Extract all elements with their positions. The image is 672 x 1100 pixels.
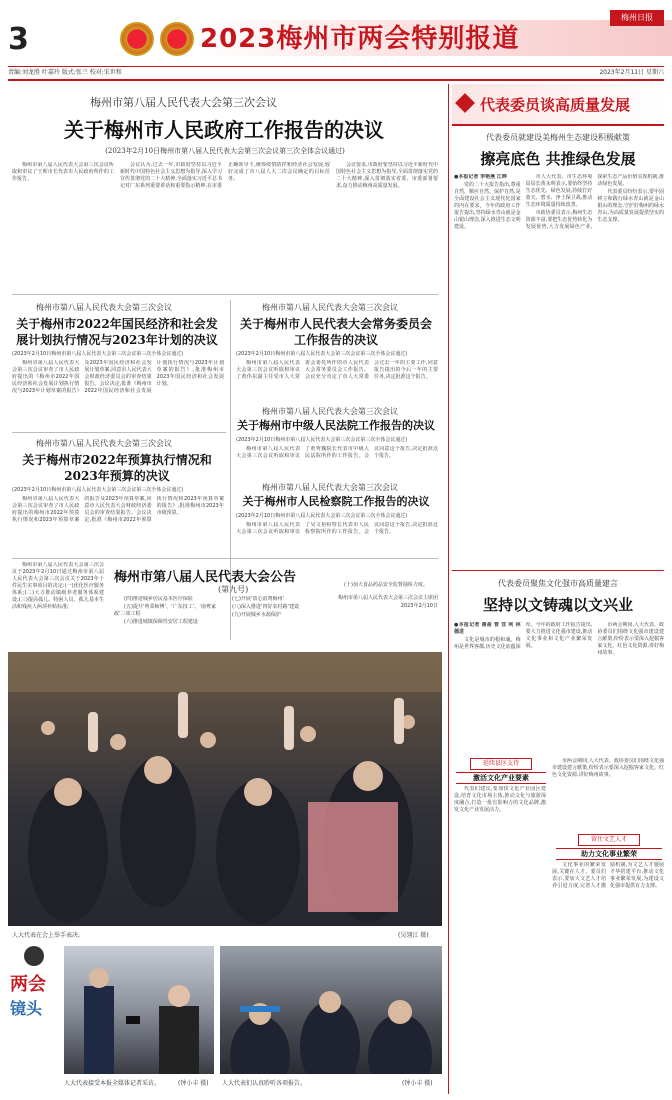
meta-bar xyxy=(8,66,664,81)
notice-left-text xyxy=(12,562,104,644)
box-2-title: 助力文化事业繁荣 xyxy=(556,848,662,860)
divider xyxy=(12,294,438,295)
notice-tail xyxy=(334,582,438,611)
right-article-1-body xyxy=(454,174,664,564)
camera-icon xyxy=(24,946,44,966)
right-article-1-byline: ●本报记者 李艳燕 江晔 xyxy=(454,174,507,180)
meta-credits: 责编:刘龙胜 叶嘉玲 版式:张兰 校对:宋世和 xyxy=(8,69,122,76)
article-kicker: 梅州市第八届人民代表大会第三次会议 xyxy=(262,483,398,492)
notice-paragraph: 梅州市第八届人民代表大会第三次会议于2023年2月10日通过梅州市第八届人民代表大会第三次会议关于2023年十件民生实事项目的决定:(一)优化医疗服务体系;(二)大力推动镇级养老服务体系建设;(三)提高孤儿、特困人员、孤儿基本生活和残疾人两项补贴标准; xyxy=(12,562,104,610)
main-title: 关于梅州市人民政府工作报告的决议 xyxy=(64,118,384,142)
right-paragraph: 市人大代表、市生态环境局局长黄永明表示,要始终坚持生态优先、绿色发展,持续打好蓝天、碧水、净土保卫战,推动生态环境质量持续改善。 xyxy=(525,174,593,208)
box-1-paragraph: 代表们建议,要加快文化产业园区建设,培育文化市场主体,推动文化与旅游深度融合,打造一批有影响力的文化品牌,激发文化产业发展活力。 xyxy=(454,786,546,813)
right-continuation xyxy=(552,758,664,828)
article-paragraph: 梅州市第八届人民代表大会第三次会议审查了市人民政府提出的《梅州市2022年国民经济和社会发展计划执行情况与2023年计划草案的报告》及2023年国民经济和社会发展计划草案,同意市人民代表大会财政经济委员会的审查结果报告。会议决定,批准《梅州市2022年国民经济和社会发展计划执行情况与2023年计划草案的报告》,批准梅州市2023年国民经济和社会发展计划。 xyxy=(12,360,224,394)
main-kicker: 梅州市第八届人民代表大会第三次会议 xyxy=(90,96,277,109)
article-body xyxy=(236,360,438,404)
notice-item: (九)开展城乡水源保护 xyxy=(232,612,281,618)
article-title: 关于梅州市人民代表大会常务委员会工作报告的决议 xyxy=(239,317,432,347)
article-title: 关于梅州市中级人民法院工作报告的决议 xyxy=(237,419,435,432)
main-paragraph: 会议认为,过去一年,市政府坚持以习近平新时代中国特色社会主义思想为指导,深入学习宣传贯彻党的二十大精神,全面落实习近平总书记对广东系列重要讲话和重要指示精神,在市委正确领导下,统筹疫情防控和经济社会发展,较好完成了市八届人大二次会议确定的目标任务。 xyxy=(120,162,330,189)
right-article-2-byline: ●本报记者 谢盈 曾 宜 利 林德进 xyxy=(454,622,521,635)
lianghui-logo-icon xyxy=(10,946,62,1058)
notice-item: (五)提升‘粤菜师傅’、‘广东技工’、‘南粤家政’三项工程 xyxy=(114,604,216,617)
right-paragraph: 市政协委员表示,梅州生态资源丰富,要把生态优势转化为发展优势,大力发展绿色产业,探索生态产品价值实现机制,推动绿色发展。 xyxy=(525,174,664,230)
section-head: 代表委员谈高质量发展 xyxy=(480,96,631,114)
notice-title: 梅州市第八届人民代表大会公告 xyxy=(114,570,297,585)
right-article-2-body xyxy=(454,622,664,752)
divider xyxy=(12,558,438,559)
notice-items xyxy=(114,596,324,644)
small-photo-interview xyxy=(64,946,214,1074)
main-photo xyxy=(8,652,442,926)
main-photo-credit: (吴翎江 摄) xyxy=(398,932,429,939)
article-title: 关于梅州市人民检察院工作报告的决议 xyxy=(242,495,430,508)
jingtou-text: 镜头 xyxy=(10,999,43,1018)
photo-scene xyxy=(8,652,442,926)
photo-scene xyxy=(64,946,214,1074)
main-paragraph: 会议要求,市政府要坚持以习近平新时代中国特色社会主义思想为指导,全面贯彻落实党的二十大精神,深入贯彻落实省委、市委部署要求,奋力推动梅州高质量发展。 xyxy=(336,162,438,189)
emblem-icon xyxy=(160,22,194,56)
right-paragraph: 市两会期间,人大代表、政协委员们围绕文化强市建设建言献策,纷纷表示要深入挖掘客家文化、红色文化资源,讲好梅州故事。 xyxy=(597,622,664,656)
article-kicker: 梅州市第八届人民代表大会第三次会议 xyxy=(36,303,172,312)
newspaper-logo: 梅州日报 xyxy=(610,10,664,26)
right-article-1-title: 擦亮底色 共推绿色发展 xyxy=(480,150,636,168)
article-kicker: 梅州市第八届人民代表大会第三次会议 xyxy=(262,407,398,416)
notice-item: (七)开展‘放心消费梅州’ xyxy=(232,596,285,602)
small-photo-1-credit: (钟小丰 摄) xyxy=(178,1080,209,1087)
notice-number: (第九号) xyxy=(218,585,249,594)
article-kicker: 梅州市第八届人民代表大会第三次会议 xyxy=(262,303,398,312)
notice-sign: 梅州市第八届人民代表大会第三次会议主席团 xyxy=(337,595,438,601)
article-paragraph: 梅州市第八届人民代表大会第三次会议审查了市人民政府提出的梅州市2022年预算执行情况和2023年预算草案的报告及2023年预算草案,同意市人民代表大会财政经济委员会的审查结果报告。会议决定,批准《梅州市2022年预算执行情况和2023年预算草案的报告》,批准梅州市2023年市级预算。 xyxy=(12,496,224,523)
small-photo-listening xyxy=(220,946,442,1074)
right-article-2-kicker: 代表委员聚焦文化强市高质量建言 xyxy=(498,579,618,588)
notice-item: (八)深入推进‘四好农村路’建设 xyxy=(232,604,300,610)
right-article-1-kicker: 代表委员就建设美梅州生态建设积极献策 xyxy=(486,133,630,142)
notice-date: 2023年2月10日 xyxy=(400,603,438,609)
article-body xyxy=(12,360,224,426)
article-body xyxy=(12,496,224,554)
article-paragraph: 梅州市第八届人民代表大会第三次会议听取和审议了吴文裕检察长代表市人民检察院所作的工作报告。会议同意这个报告,决定批准这个报告。 xyxy=(236,522,438,535)
notice-tail-text: (十)加大食品药品安全监督抽检力度。 xyxy=(344,582,428,588)
main-subtitle: (2023年2月10日梅州市第八届人民代表大会第三次会议第三次全体会议通过) xyxy=(105,147,345,155)
small-photo-1-caption: 人大代表接受本报全媒体记者采访。 xyxy=(64,1080,161,1087)
box-2-paragraph: 文化事业的繁荣发展,关键在人才。委员们表示,要加大文艺人才培养引进力度,完善人才激励机制,为文艺人才施展才华搭建平台,推动文化事业繁荣发展,为建设文化强市提供有力支撑。 xyxy=(552,862,664,889)
box-1-body xyxy=(454,786,546,1086)
right-paragraph: 代表委员纷纷表示,要牢固树立和践行绿水青山就是金山银山的理念,守护好梅州的绿水青山,为高质量发展提供坚实的生态支撑。 xyxy=(597,189,664,223)
page-number: 3 xyxy=(8,22,29,57)
main-body xyxy=(12,162,438,284)
right-paragraph: 文化是城市的根和魂。梅州是世界客都,历史文化底蕴深厚。今年的政府工作报告提出,要大力推进文化强市建设,推动文化事业和文化产业繁荣发展。 xyxy=(454,622,593,650)
notice-item: (六)推进城镇保障性安居工程建设 xyxy=(124,619,198,625)
right-paragraph: 党的二十大报告指出,尊重自然、顺应自然、保护自然,是全面建设社会主义现代化国家的内在要求。今年的政府工作报告提出,坚持绿水青山就是金山银山理念,深入推进生态文明建设。 xyxy=(454,182,521,230)
right-column-divider xyxy=(448,84,449,1094)
emblem-icon xyxy=(120,22,154,56)
article-note: (2023年2月10日梅州市第八届人民代表大会第三次会议第三次全体会议通过) xyxy=(236,437,408,443)
article-title: 关于梅州市2022年国民经济和社会发展计划执行情况与2023年计划的决议 xyxy=(16,317,218,347)
right-paragraph: 市两会期间,人大代表、政协委员们围绕文化强市建设建言献策,纷纷表示要深入挖掘客家文化、红色文化资源,讲好梅州故事。 xyxy=(552,758,664,778)
article-note: (2023年2月10日梅州市第八届人民代表大会第三次会议第三次全体会议通过) xyxy=(236,351,408,357)
photo-scene xyxy=(220,946,442,1074)
box-1-title: 激活文化产业要素 xyxy=(456,772,546,784)
box-2-label: 留住文艺人才 xyxy=(578,834,640,846)
article-note: (2023年2月10日梅州市第八届人民代表大会第三次会议第三次全体会议通过) xyxy=(12,351,184,357)
article-title: 关于梅州市2022年预算执行情况和2023年预算的决议 xyxy=(22,453,212,483)
box-2-body xyxy=(552,862,664,1092)
main-paragraph: 梅州市第八届人民代表大会第三次会议听取和审议了王晖市长代表市人民政府所作的工作报告。 xyxy=(12,162,114,182)
banner-title: 2023梅州市两会特别报道 xyxy=(200,24,520,54)
small-photo-2-caption: 人大代表们认真聆听各项报告。 xyxy=(222,1080,307,1087)
article-body xyxy=(236,522,438,552)
main-photo-caption: 人大代表在会上举手表决。 xyxy=(12,932,85,939)
divider xyxy=(452,570,664,571)
article-paragraph: 梅州市第八届人民代表大会第三次会议听取和审议了黄伟东副主任受市人大常委会委托所作的市人民代表大会常务委员会工作报告。会议充分肯定了市人大常委会过去一年的主要工作,同意报告提出的今后一年的主要任务,决定批准这个报告。 xyxy=(236,360,438,380)
box-1-label: 延续县区支持 xyxy=(470,758,532,770)
article-kicker: 梅州市第八届人民代表大会第三次会议 xyxy=(36,439,172,448)
divider xyxy=(12,432,226,433)
right-article-2-title: 坚持以文铸魂以文兴业 xyxy=(482,596,633,614)
article-body xyxy=(236,446,438,476)
notice-item: (四)推进城乡居民基本医疗保险 xyxy=(124,596,193,602)
page-header xyxy=(0,0,672,80)
article-note: (2023年2月10日梅州市第八届人民代表大会第三次会议第三次全体会议通过) xyxy=(12,487,184,493)
article-paragraph: 梅州市第八届人民代表大会第三次会议听取和审议了黄秀魏院长代表市中级人民法院所作的工作报告。会议同意这个报告,决定批准这个报告。 xyxy=(236,446,438,459)
meta-date: 2023年2月11日 星期六 xyxy=(599,69,664,76)
article-note: (2023年2月10日梅州市第八届人民代表大会第三次会议第三次全体会议通过) xyxy=(236,513,408,519)
lianghui-text: 两会 xyxy=(10,974,46,995)
small-photo-2-credit: (钟小丰 摄) xyxy=(402,1080,433,1087)
